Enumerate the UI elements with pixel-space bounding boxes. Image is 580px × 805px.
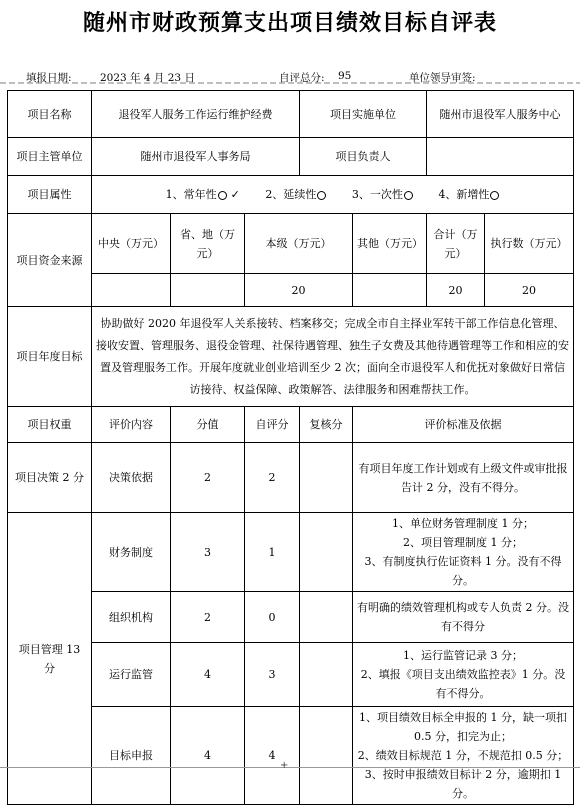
funding-header: 省、地（万元） xyxy=(171,214,245,274)
annual-goal-text: 协助做好 2020 年退役军人关系接转、档案移交；完成全市自主择业军转干部工作信息化管理、接收安置、管理服务、退役金管理、社保待遇管理、独生子女费及其他待遇管理等工作和相应的安置及管理服务工作。开展年度就业创业培训至少 2 次；面向全市退役军人和优抚对象做好日常信访接待、权益保障、政策解答、法律服务和困难帮扶工作。 xyxy=(92,307,574,407)
eval-item-self-score: 0 xyxy=(245,592,300,643)
eval-item-review-score xyxy=(300,592,353,643)
circle-icon xyxy=(404,191,413,200)
evaluation-table xyxy=(7,90,574,805)
project-attributes xyxy=(92,176,574,214)
eval-header-criteria: 评价标准及依据 xyxy=(353,407,574,443)
check-icon: ✓ xyxy=(230,188,240,201)
circle-icon xyxy=(317,191,326,200)
plus-icon: + xyxy=(280,760,289,771)
project-name-label: 项目名称 xyxy=(8,91,92,138)
eval-header-review-score: 复核分 xyxy=(300,407,353,443)
funding-value xyxy=(92,274,171,307)
attribute-option: 1、常年性 ✓ xyxy=(165,188,240,201)
eval-item-criteria: 1、项目绩效目标全申报的 1 分，缺一项扣 0.5 分，扣完为止； 2、绩效目标规范 1 分，不规范扣 0.5 分； 3、按时申报绩效目标计 2 分，逾期扣 1 分。 xyxy=(353,707,574,805)
funding-header: 执行数（万元） xyxy=(485,214,574,274)
supervisor-label: 项目主管单位 xyxy=(8,138,92,176)
project-name-value: 退役军人服务工作运行维护经费 xyxy=(92,91,300,138)
supervisor-value: 随州市退役军人事务局 xyxy=(92,138,300,176)
eval-item-content: 组织机构 xyxy=(92,592,171,643)
funding-value: 20 xyxy=(485,274,574,307)
eval-item-criteria: 有项目年度工作计划或有上级文件或审批报告计 2 分，没有不得分。 xyxy=(353,443,574,513)
eval-item-score: 4 xyxy=(171,707,245,805)
eval-group-weight: 项目决策 2 分 xyxy=(8,443,92,513)
circle-icon xyxy=(218,191,227,200)
eval-item-content: 运行监管 xyxy=(92,643,171,707)
eval-header-self-score: 自评分 xyxy=(245,407,300,443)
eval-item-content: 决策依据 xyxy=(92,443,171,513)
eval-item-review-score xyxy=(300,707,353,805)
eval-item-self-score: 3 xyxy=(245,643,300,707)
funding-header: 其他（万元） xyxy=(353,214,427,274)
funding-value: 20 xyxy=(245,274,353,307)
ruler xyxy=(0,77,580,89)
eval-item-self-score: 2 xyxy=(245,443,300,513)
total-score-label: 自评总分: xyxy=(279,72,325,84)
eval-item-criteria: 有明确的绩效管理机构或专人负责 2 分。没有不得分 xyxy=(353,592,574,643)
eval-item-criteria: 1、单位财务管理制度 1 分； 2、项目管理制度 1 分； 3、有制度执行佐证资料 1 分。没有不得分。 xyxy=(353,513,574,592)
eval-group-weight: 项目管理 13 分 xyxy=(8,513,92,805)
eval-item-score: 3 xyxy=(171,513,245,592)
eval-header-weight: 项目权重 xyxy=(8,407,92,443)
funding-label: 项目资金来源 xyxy=(8,214,92,307)
annual-goal-label: 项目年度目标 xyxy=(8,307,92,407)
funding-header: 中央（万元） xyxy=(92,214,171,274)
leader-review-label: 单位领导审签: xyxy=(409,72,476,84)
funding-value xyxy=(353,274,427,307)
eval-item-content: 目标申报 xyxy=(92,707,171,805)
impl-unit-label: 项目实施单位 xyxy=(300,91,427,138)
attribute-option: 3、一次性 xyxy=(352,185,413,204)
project-attribute-label: 项目属性 xyxy=(8,176,92,214)
page-edge-line xyxy=(0,767,580,768)
eval-item-content: 财务制度 xyxy=(92,513,171,592)
eval-item-score: 2 xyxy=(171,443,245,513)
eval-item-review-score xyxy=(300,513,353,592)
project-owner-value xyxy=(427,138,574,176)
total-score-value: 95 xyxy=(338,70,352,82)
funding-value xyxy=(171,274,245,307)
funding-header: 本级（万元） xyxy=(245,214,353,274)
circle-icon xyxy=(490,191,499,200)
funding-value: 20 xyxy=(427,274,485,307)
eval-item-review-score xyxy=(300,443,353,513)
fill-date-value: 2023 年 4 月 23 日 xyxy=(100,72,195,84)
eval-header-score: 分值 xyxy=(171,407,245,443)
attribute-option: 4、新增性 xyxy=(438,185,499,204)
eval-header-content: 评价内容 xyxy=(92,407,171,443)
eval-item-self-score: 4 xyxy=(245,707,300,805)
eval-item-score: 4 xyxy=(171,643,245,707)
project-owner-label: 项目负责人 xyxy=(300,138,427,176)
page-title: 随州市财政预算支出项目绩效目标自评表 xyxy=(82,11,497,36)
eval-item-self-score: 1 xyxy=(245,513,300,592)
fill-date-label: 填报日期: xyxy=(26,72,72,84)
eval-item-score: 2 xyxy=(171,592,245,643)
funding-header: 合计（万元） xyxy=(427,214,485,274)
impl-unit-value: 随州市退役军人服务中心 xyxy=(427,91,574,138)
eval-item-criteria: 1、运行监管记录 3 分； 2、填报《项目支出绩效监控表》1 分。没有不得分。 xyxy=(353,643,574,707)
eval-item-review-score xyxy=(300,643,353,707)
attribute-option: 2、延续性 xyxy=(265,185,326,204)
